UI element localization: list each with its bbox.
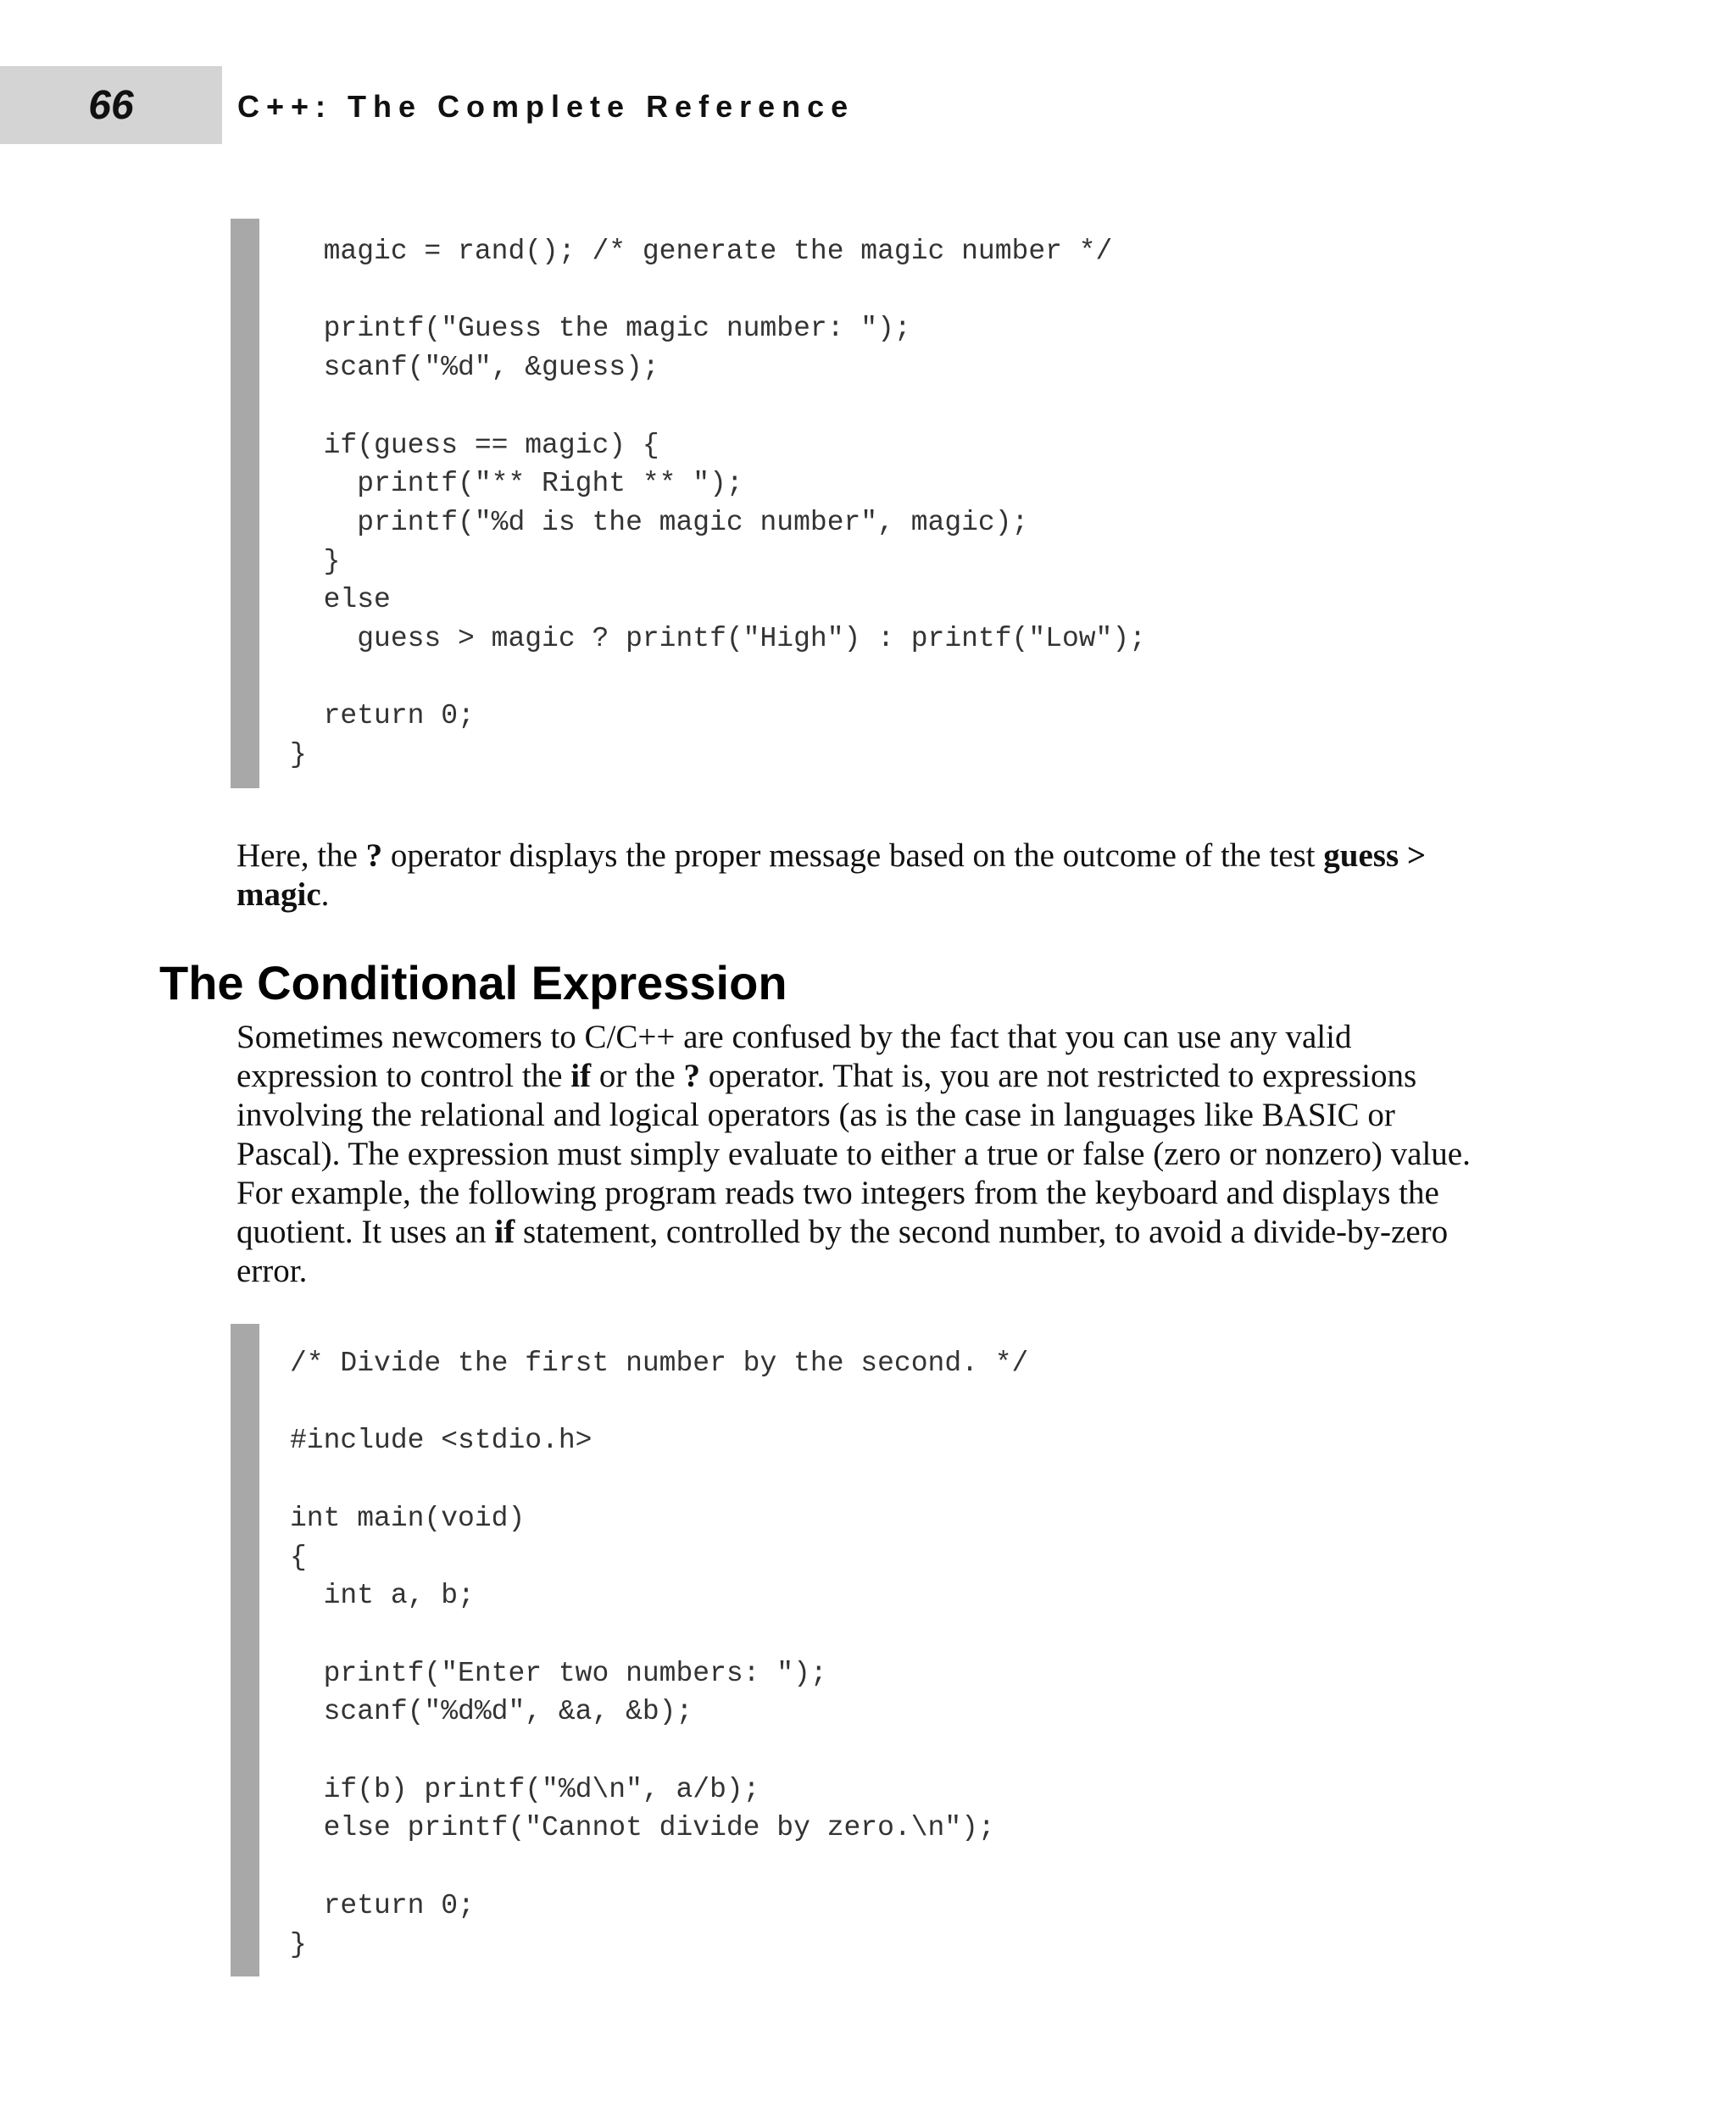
page-number: 66 (88, 82, 134, 128)
para2-code-term-1: if (570, 1058, 592, 1094)
code-listing-1 (231, 219, 1146, 788)
para2-text-1: Sometimes newcomers to C/C++ are confused by the fact that you can use any valid expression to control the (236, 1019, 1352, 1094)
para1-text-3: . (320, 876, 330, 913)
code-listing-2 (231, 1324, 1028, 1976)
code-listing-1-text: magic = rand(); /* generate the magic number */ printf("Guess the magic number: "); scanf("%d", &guess); if(guess == magic) { printf("** Right ** "); printf("%d is the magic number", magic); } else guess > magic ? printf("High") : printf("Low"); return 0; } (290, 236, 1146, 771)
body-paragraph-1 (236, 837, 1474, 915)
running-title: C++: The Complete Reference (237, 89, 855, 124)
para1-text-1: Here, the (236, 837, 366, 874)
para1-code-term-2: guess > magic (236, 837, 1427, 913)
body-paragraph-2 (236, 1018, 1474, 1291)
para2-text-3: operator. That is, you are not restricted to expressions involving the relational and logical operators (as is the case in languages like BASIC or Pascal). The expression must simply evaluate to either a true or false (zero or nonzero) value. For example, the following program reads two integers from the keyboard and displays the quotient. It uses an (236, 1058, 1471, 1250)
para2-text-4: statement, controlled by the second number, to avoid a divide-by-zero error. (236, 1214, 1449, 1289)
para1-text-2: operator displays the proper message based on the outcome of the test (382, 837, 1324, 874)
para1-code-term-1: ? (365, 837, 383, 874)
para2-code-term-3: if (494, 1214, 515, 1250)
section-heading: The Conditional Expression (159, 956, 787, 1009)
code-listing-2-text: /* Divide the first number by the second. */ #include <stdio.h> int main(void) { int a, b; printf("Enter two numbers: "); scanf("%d%d", &a, &b); if(b) printf("%d\n", a/b); else printf("Cannot divide by zero.\n"); return 0; } (290, 1348, 1029, 1960)
para2-code-term-2: ? (683, 1058, 700, 1094)
para2-text-2: or the (591, 1058, 684, 1094)
